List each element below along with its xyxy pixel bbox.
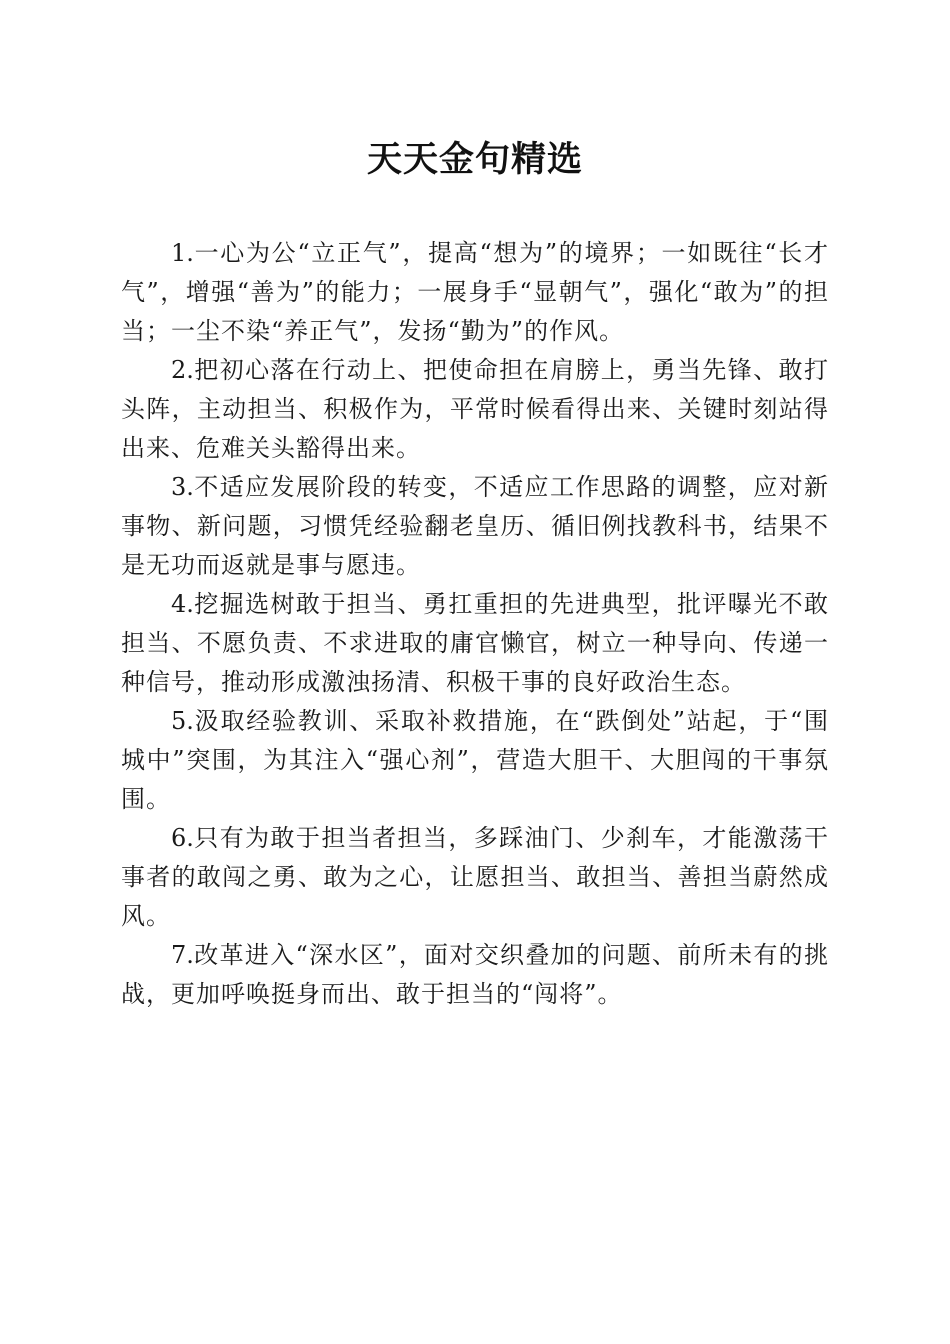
paragraph-number: 3. — [171, 473, 194, 501]
paragraph-text: 改革进入“深水区”，面对交织叠加的问题、前所未有的挑战，更加呼唤挺身而出、敢于担当的“闯将”。 — [121, 941, 829, 1008]
paragraph-5 — [121, 702, 829, 819]
paragraph-3 — [121, 468, 829, 585]
paragraph-number: 1. — [171, 239, 194, 267]
paragraph-text: 一心为公“立正气”，提高“想为”的境界；一如既往“长才气”，增强“善为”的能力；一展身手“显朝气”，强化“敢为”的担当；一尘不染“养正气”，发扬“勤为”的作风。 — [121, 239, 829, 345]
paragraph-4 — [121, 585, 829, 702]
paragraph-text: 不适应发展阶段的转变，不适应工作思路的调整，应对新事物、新问题，习惯凭经验翻老皇历、循旧例找教科书，结果不是无功而返就是事与愿违。 — [121, 473, 829, 579]
paragraph-text: 挖掘选树敢于担当、勇扛重担的先进典型，批评曝光不敢担当、不愿负责、不求进取的庸官懒官，树立一种导向、传递一种信号，推动形成激浊扬清、积极干事的良好政治生态。 — [121, 590, 829, 696]
paragraph-text: 把初心落在行动上、把使命担在肩膀上，勇当先锋、敢打头阵，主动担当、积极作为，平常时候看得出来、关键时刻站得出来、危难关头豁得出来。 — [121, 356, 829, 462]
paragraph-number: 4. — [171, 590, 194, 618]
paragraph-number: 6. — [171, 824, 194, 852]
paragraph-text: 只有为敢于担当者担当，多踩油门、少刹车，才能激荡干事者的敢闯之勇、敢为之心，让愿担当、敢担当、善担当蔚然成风。 — [121, 824, 829, 930]
paragraph-2 — [121, 351, 829, 468]
paragraph-7 — [121, 936, 829, 1014]
paragraph-1 — [121, 234, 829, 351]
page-title: 天天金句精选 — [366, 139, 583, 180]
paragraph-number: 5. — [171, 707, 194, 735]
paragraph-6 — [121, 819, 829, 936]
paragraph-number: 2. — [171, 356, 194, 384]
document-body — [121, 234, 829, 1014]
paragraph-number: 7. — [171, 941, 194, 969]
paragraph-text: 汲取经验教训、采取补救措施，在“跌倒处”站起，于“围城中”突围，为其注入“强心剂”，营造大胆干、大胆闯的干事氛围。 — [121, 707, 829, 813]
